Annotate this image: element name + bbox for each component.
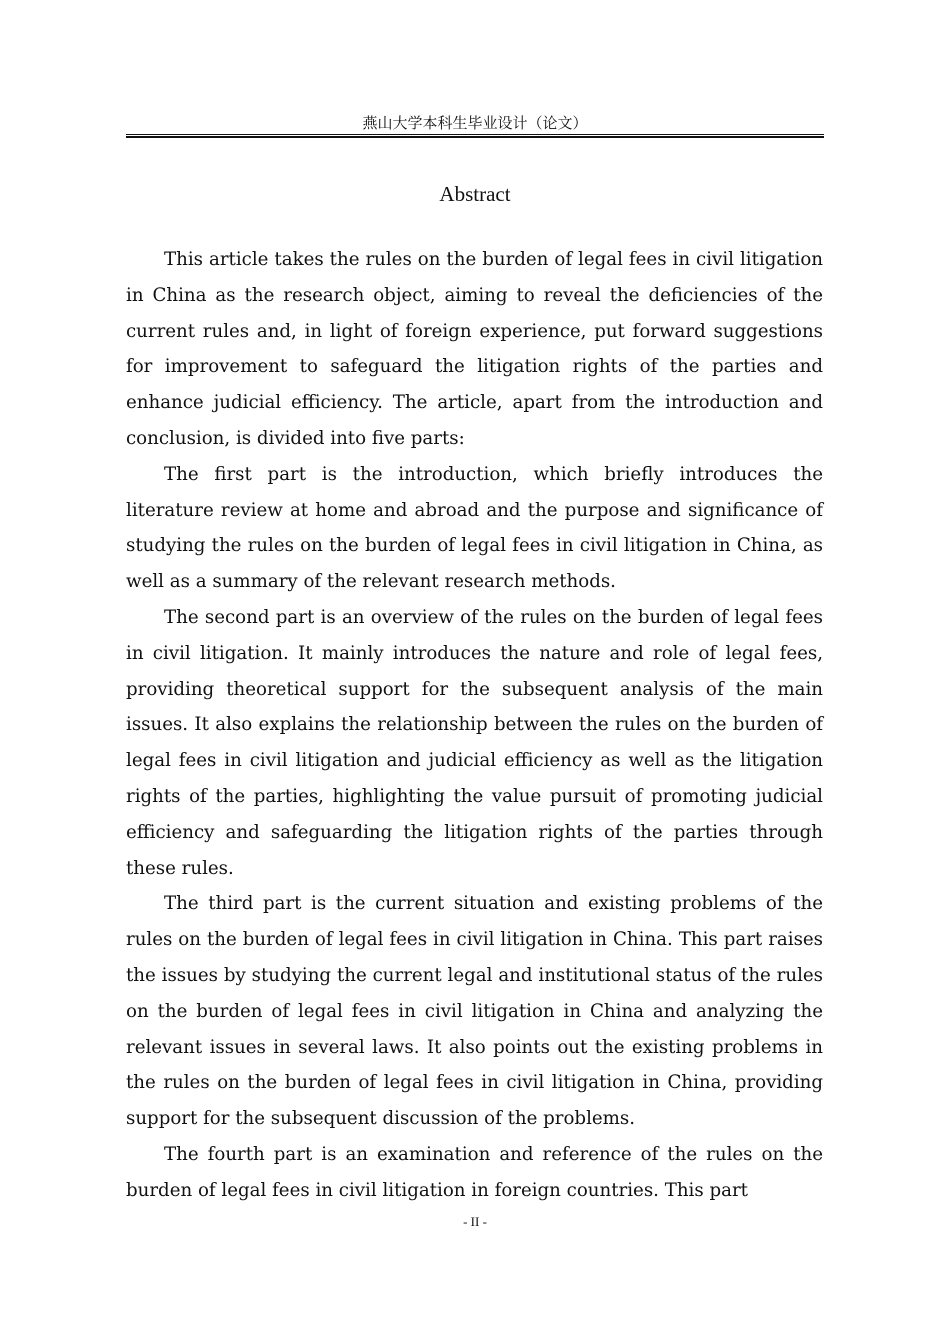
paragraph-4: The third part is the current situation and existing problems of the rules on the burden of legal fees in civil litigation in China. This part raises the issues by studying the current legal and institutional status of the rules on the burden of legal fees in civil litigation in China and analyzing the relevant issues in several laws. It also points out the existing problems in the rules on the burden of legal fees in civil litigation in China, providing support for the subsequent discussion of the problems. (126, 893, 823, 1130)
paragraph-1: This article takes the rules on the burden of legal fees in civil litigation in China as the research object, aiming to reveal the deficiencies of the current rules and, in light of foreign experience, put forward suggestions for improvement to safeguard the litigation rights of the parties and enhance judicial efficiency. The article, apart from the introduction and conclusion, is divided into five parts: (126, 249, 823, 449)
header-rule-thin (126, 134, 824, 135)
paragraph-3: The second part is an overview of the rules on the burden of legal fees in civil litigation. It mainly introduces the nature and role of legal fees, providing theoretical support for the subsequent analysis of the main issues. It also explains the relationship between the rules on the burden of legal fees in civil litigation and judicial efficiency as well as the litigation rights of the parties, highlighting the value pursuit of promoting judicial efficiency and safeguarding the litigation rights of the parties through these rules. (126, 606, 823, 879)
abstract-title: Abstract (439, 182, 511, 206)
paragraph-5: The fourth part is an examination and reference of the rules on the burden of legal fees in civil litigation in foreign countries. This part (126, 1143, 823, 1201)
header-rule-thick (126, 136, 824, 138)
page-number: - II - (463, 1214, 487, 1229)
page-header: 燕山大学本科生毕业设计（论文） (362, 114, 588, 132)
abstract-body (126, 242, 823, 1209)
paragraph-2: The first part is the introduction, which briefly introduces the literature review at home and abroad and the purpose and significance of studying the rules on the burden of legal fees in civil litigation in China, as well as a summary of the relevant research methods. (126, 463, 823, 593)
